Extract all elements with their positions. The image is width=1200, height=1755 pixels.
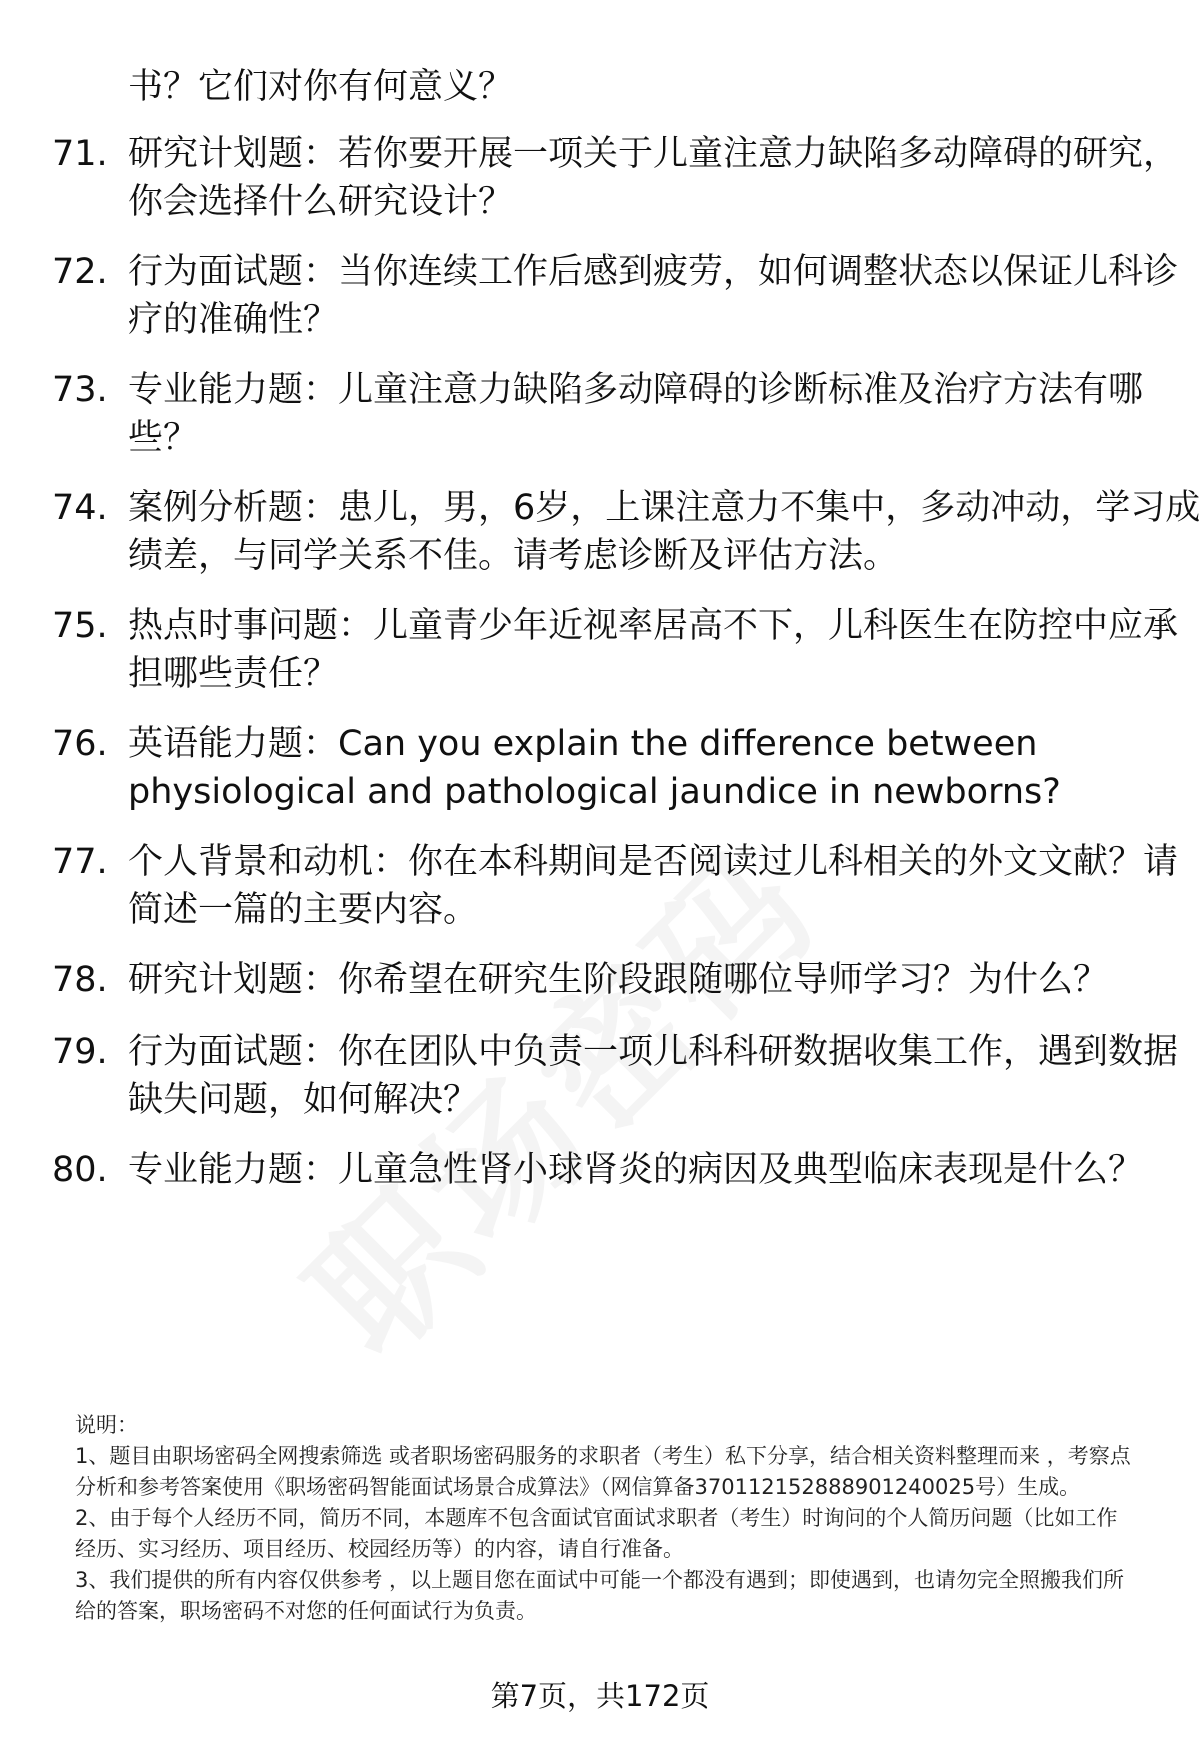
question-number: 79. bbox=[52, 1032, 108, 1072]
question-text: 专业能力题：儿童注意力缺陷多动障碍的诊断标准及治疗方法有哪些？ bbox=[128, 370, 1144, 458]
question-text: 英语能力题：Can you explain the difference between physiological and pathological jaundice in newborns? bbox=[128, 724, 1061, 812]
question-text: 专业能力题：儿童急性肾小球肾炎的病因及典型临床表现是什么？ bbox=[128, 1150, 1144, 1190]
question-text: 研究计划题：若你要开展一项关于儿童注意力缺陷多动障碍的研究，你会选择什么研究设计？ bbox=[128, 134, 1179, 222]
question-text: 行为面试题：当你连续工作后感到疲劳，如何调整状态以保证儿科诊疗的准确性？ bbox=[128, 252, 1179, 340]
note-item: 3、我们提供的所有内容仅供参考 ，以上题目您在面试中可能一个都没有遇到；即使遇到，也请勿完全照搬我们所给的答案，职场密码不对您的任何面试行为负责。 bbox=[75, 1568, 1125, 1623]
question-number: 74. bbox=[52, 488, 108, 528]
question-number: 76. bbox=[52, 724, 108, 764]
question-number: 73. bbox=[52, 370, 108, 410]
continued-question-text: 书？它们对你有何意义？ bbox=[128, 67, 514, 107]
notes-heading: 说明： bbox=[75, 1413, 138, 1437]
question-text: 热点时事问题：儿童青少年近视率居高不下，儿科医生在防控中应承担哪些责任？ bbox=[128, 606, 1179, 694]
question-number: 71. bbox=[52, 134, 108, 174]
question-number: 72. bbox=[52, 252, 108, 292]
question-number: 78. bbox=[52, 960, 108, 1000]
page-number-footer: 第7页，共172页 bbox=[490, 1679, 710, 1713]
question-text: 研究计划题：你希望在研究生阶段跟随哪位导师学习？为什么？ bbox=[128, 960, 1109, 1000]
question-number: 75. bbox=[52, 606, 108, 646]
notes-section bbox=[75, 1410, 1135, 1627]
note-item: 1、题目由职场密码全网搜索筛选 或者职场密码服务的求职者（考生）私下分享，结合相关资料整理而来 ，考察点分析和参考答案使用《职场密码智能面试场景合成算法》（网信算备370112152888901240025号）生成。 bbox=[75, 1444, 1131, 1499]
note-item: 2、由于每个人经历不同，简历不同，本题库不包含面试官面试求职者（考生）时询问的个人简历问题（比如工作经历、实习经历、项目经历、校园经历等）的内容，请自行准备。 bbox=[75, 1506, 1118, 1561]
question-text: 案例分析题：患儿，男，6岁，上课注意力不集中，多动冲动，学习成绩差，与同学关系不佳。请考虑诊断及评估方法。 bbox=[128, 488, 1200, 576]
question-number: 77. bbox=[52, 842, 108, 882]
question-text: 行为面试题：你在团队中负责一项儿科科研数据收集工作，遇到数据缺失问题，如何解决？ bbox=[128, 1032, 1179, 1120]
question-text: 个人背景和动机：你在本科期间是否阅读过儿科相关的外文文献？请简述一篇的主要内容。 bbox=[128, 842, 1179, 930]
question-number: 80. bbox=[52, 1150, 108, 1190]
